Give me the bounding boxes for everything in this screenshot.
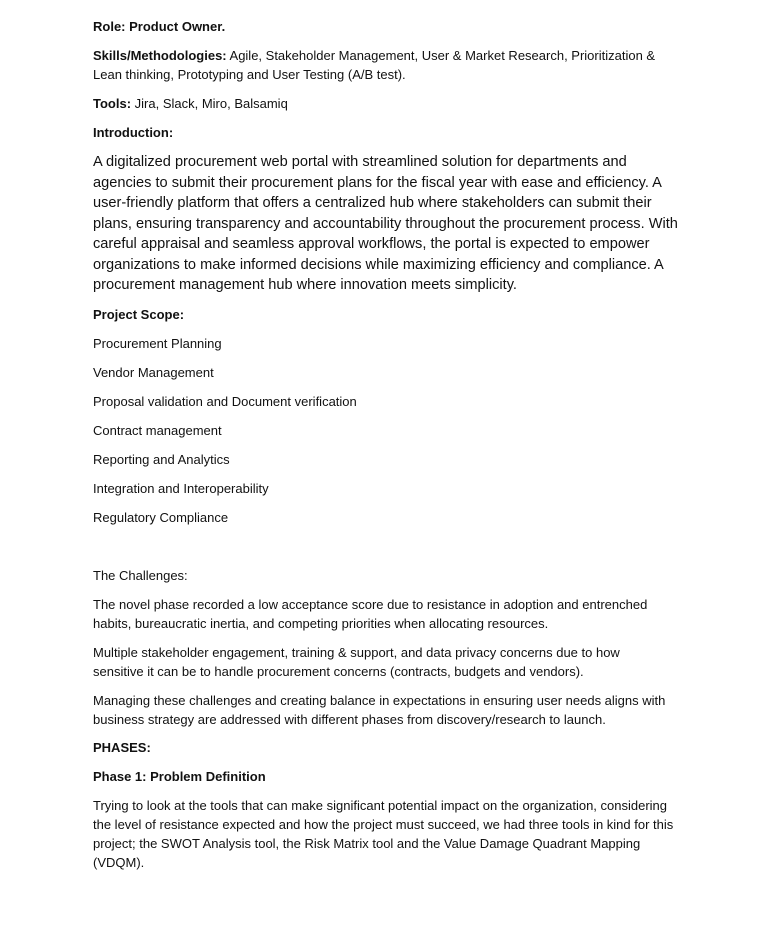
skills-label: Skills/Methodologies: xyxy=(93,48,227,63)
tools-label: Tools: xyxy=(93,96,132,111)
challenges-paragraph: Managing these challenges and creating balance in expectations in ensuring user needs aligns with business strategy are addressed with different phases from discovery/research to launch. xyxy=(93,693,666,727)
scope-item: Reporting and Analytics xyxy=(93,452,230,467)
scope-item: Integration and Interoperability xyxy=(93,481,269,496)
skills-text: Agile, Stakeholder Management, User & Market Research, Prioritization & Lean thinking, Prototyping and User Testing (A/B test). xyxy=(93,48,656,82)
scope-item: Procurement Planning xyxy=(93,336,222,351)
challenges-heading: The Challenges: xyxy=(93,568,188,583)
skills-paragraph xyxy=(93,46,668,84)
scope-item: Regulatory Compliance xyxy=(93,510,229,525)
challenges-paragraph: The novel phase recorded a low acceptance score due to resistance in adoption and entrenched habits, bureaucratic inertia, and competing priorities when allocating resources. xyxy=(93,597,648,631)
scope-item: Contract management xyxy=(93,423,222,438)
introduction-body: A digitalized procurement web portal with streamlined solution for departments and agencies to submit their procurement plans for the fiscal year with ease and efficiency. A user-friendly platform that offers a centralized hub where stakeholders can submit their plans, ensuring transparency and accountability throughout the procurement process. With careful appraisal and seamless approval workflows, the portal is expected to empower organizations to make informed decisions while maximizing efficiency and compliance. A procurement management hub where innovation meets simplicity. xyxy=(93,154,678,293)
scope-item: Proposal validation and Document verification xyxy=(93,394,357,409)
scope-item: Vendor Management xyxy=(93,365,214,380)
phases-heading: PHASES: xyxy=(93,740,151,755)
phase1-heading: Phase 1: Problem Definition xyxy=(93,769,266,784)
project-scope-heading: Project Scope: xyxy=(93,307,185,322)
introduction-heading: Introduction: xyxy=(93,125,174,140)
tools-paragraph xyxy=(93,94,288,113)
phase1-body: Trying to look at the tools that can make significant potential impact on the organization, considering the level of resistance expected and how the project must succeed, we had three tools in kind for this project; the SWOT Analysis tool, the Risk Matrix tool and the Value Damage Quadrant Mapping (VDQM). xyxy=(93,798,674,870)
role-heading: Role: Product Owner. xyxy=(93,19,226,34)
challenges-paragraph: Multiple stakeholder engagement, training & support, and data privacy concerns due to how sensitive it can be to handle procurement concerns (contracts, budgets and vendors). xyxy=(93,645,620,679)
tools-text: Jira, Slack, Miro, Balsamiq xyxy=(131,96,288,111)
